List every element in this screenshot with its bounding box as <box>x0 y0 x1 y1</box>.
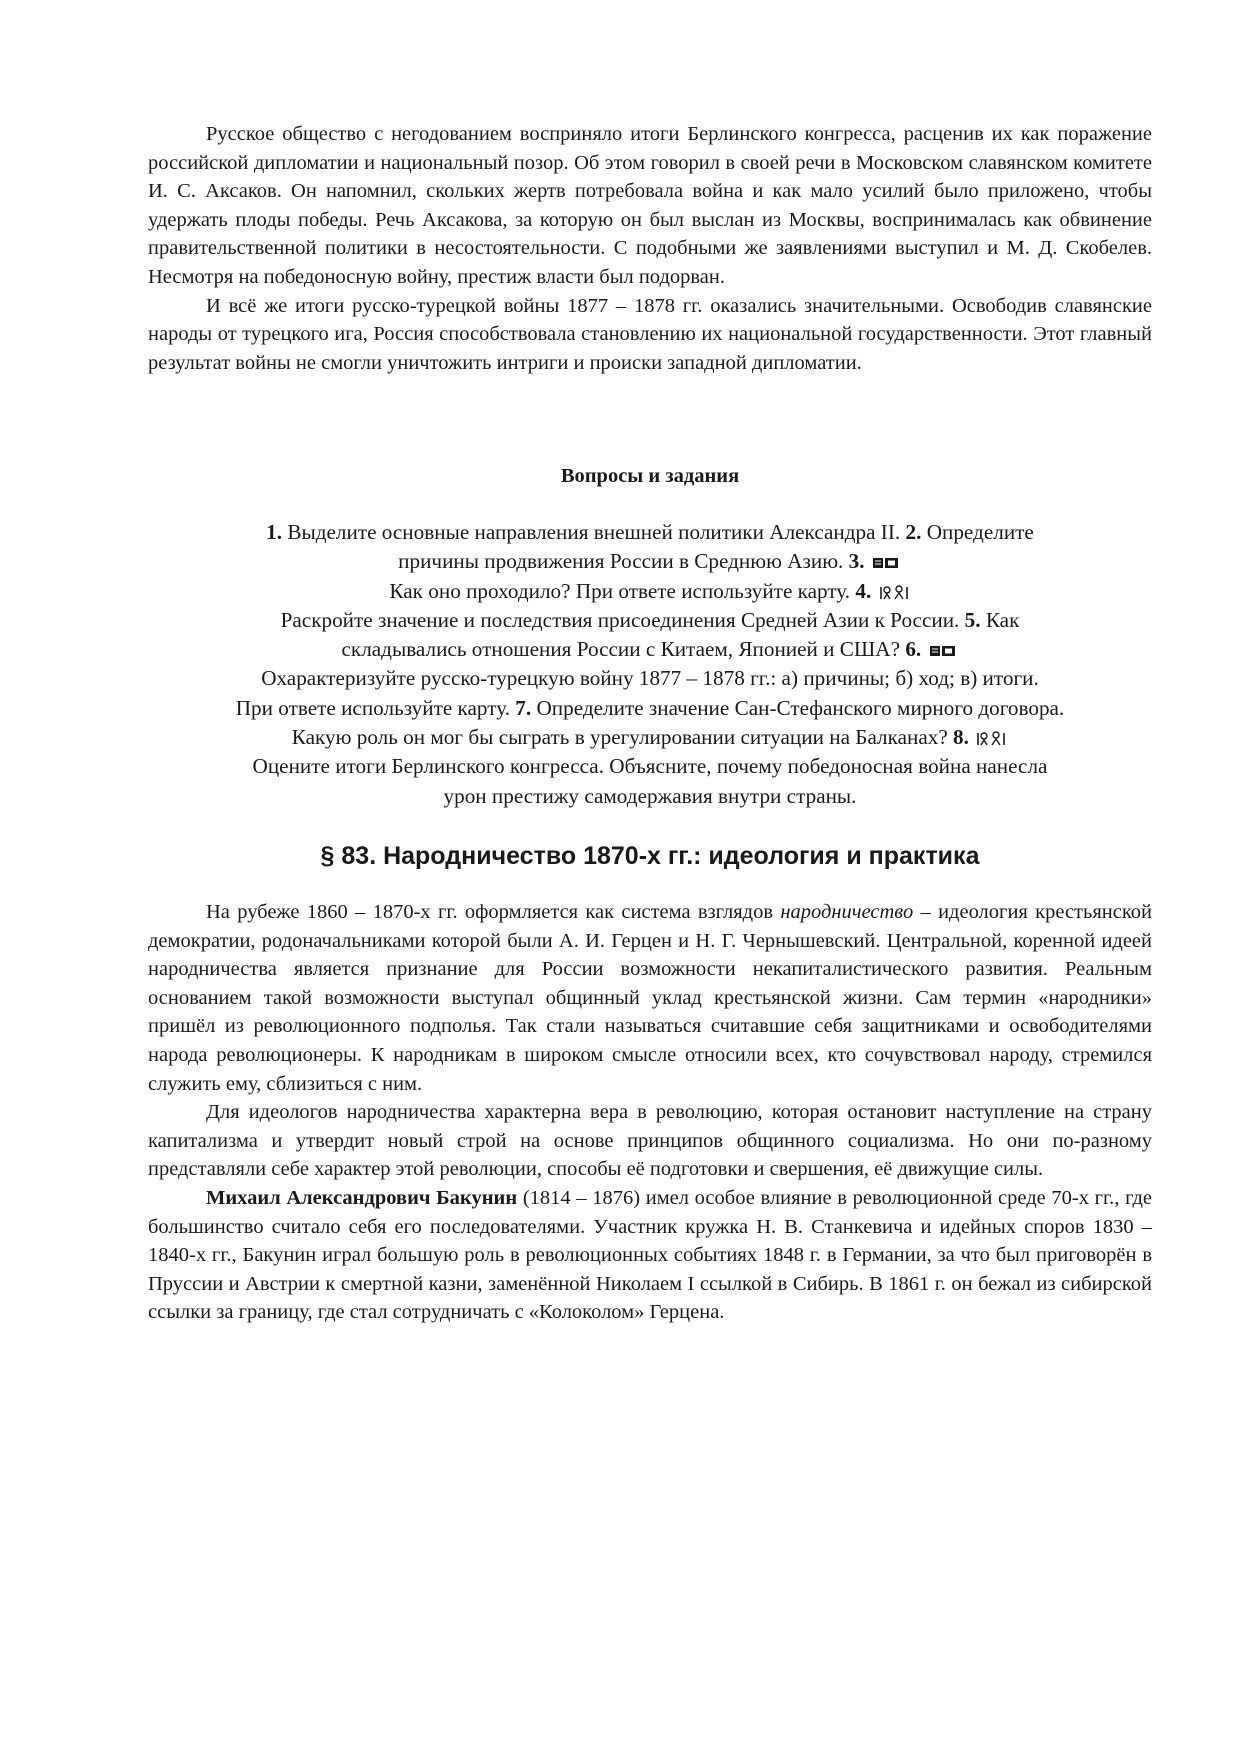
question-text: Оцените итоги Берлинского конгресса. Объясните, почему победоносная война нанесла <box>252 754 1048 779</box>
book-map-icon <box>872 556 900 570</box>
question-line <box>150 664 1150 693</box>
question-text: При ответе используйте карту. <box>235 695 510 720</box>
question-text: Определите <box>926 520 1034 544</box>
paragraph: Русское общество с негодованием восприняло итоги Берлинского конгресса, расценив их как поражение российской дипломатии и национальный позор. Об этом говорил в своей речи в Московском славянском комитете И. С. Аксаков. Он напомнил, скольких жертв потребовала война и как мало усилий было приложено, чтобы удержать плоды победы. Речь Аксакова, за которую он был выслан из Москвы, воспринималась как обвинение правительственной политики в несостоятельности. С подобными же заявлениями выступил и М. Д. Скобелев. Несмотря на победоносную войну, престиж власти был подорван. <box>148 123 1152 288</box>
question-number: 3. <box>848 549 865 574</box>
question-line <box>150 723 1150 752</box>
question-text: Как <box>985 607 1020 632</box>
question-text: складывались отношения России с Китаем, Японией и США? <box>341 637 901 662</box>
question-line <box>150 577 1150 606</box>
question-number: 7. <box>515 695 532 720</box>
question-text: Выделите основные направления внешней политики Александра II. <box>287 520 901 544</box>
question-text: Определите значение Сан-Стефанского мирного договора. <box>536 695 1065 720</box>
question-line <box>150 782 1150 811</box>
section-heading: § 83. Народничество 1870-х гг.: идеология и практика <box>320 842 980 870</box>
question-line <box>150 518 1150 547</box>
question-number: 1. <box>266 520 283 544</box>
book-map-icon <box>929 644 957 658</box>
question-number: 5. <box>964 607 981 632</box>
question-number: 6. <box>905 637 922 662</box>
term: народничество <box>780 901 914 923</box>
question-number: 8. <box>953 725 969 750</box>
question-text: Раскройте значение и последствия присоединения Средней Азии к России. <box>280 607 960 632</box>
intro-section <box>148 120 1152 377</box>
question-line <box>150 606 1150 635</box>
paragraph-text: На рубеже 1860 – 1870-х гг. оформляется как система взглядов <box>206 901 774 923</box>
question-number: 2. <box>905 520 922 544</box>
person-name: Михаил Александрович Бакунин <box>206 1186 518 1209</box>
questions-list <box>150 518 1150 811</box>
question-text: Охарактеризуйте русско-турецкую войну 1877 – 1878 гг.: а) причины; б) ход; в) итоги. <box>261 666 1039 691</box>
question-text: причины продвижения России в Среднюю Азию. <box>398 549 844 574</box>
question-line <box>150 635 1150 664</box>
questions-title: Вопросы и задания <box>560 465 740 487</box>
question-number: 4. <box>855 578 872 603</box>
paragraph-text: – идеология крестьянской демократии, родоначальниками которой были А. И. Герцен и Н. Г. Чернышевский. Центральной, коренной идеей народничества является признание для России возможности некапиталистического развития. Реальным основанием такой возможности выступал общинный уклад крестьянской жизни. Сам термин «народники» пришёл из революционного подполья. Так стали называться считавшие себя защитниками и освободителями народа революционеры. К народникам в широком смысле относили всех, кто сочувствовал народу, стремился служить ему, сблизиться с ним. <box>148 901 1153 1095</box>
paragraph: Для идеологов народничества характерна вера в революцию, которая остановит наступление на страну капитализма и утвердит новый строй на основе принципов общинного социализма. Но они по-разному представляли себе характер этой революции, способы её подготовки и свершения, её движущие силы. <box>148 1101 1152 1181</box>
paragraph <box>148 898 1152 1098</box>
main-section <box>148 898 1152 1327</box>
question-text: урон престижу самодержавия внутри страны. <box>443 783 857 808</box>
paragraph: И всё же итоги русско-турецкой войны 1877 – 1878 гг. оказались значительными. Освободив славянские народы от турецкого ига, Россия способствовала становлению их национальной государственности. Этот главный результат войны не смогли уничтожить интриги и происки западной дипломатии. <box>148 294 1152 374</box>
discussion-icon <box>976 730 1006 748</box>
question-line <box>150 752 1150 781</box>
discussion-icon <box>879 584 909 602</box>
paragraph <box>148 1184 1152 1327</box>
question-line <box>150 694 1150 723</box>
question-text: Как оно проходило? При ответе используйте карту. <box>389 578 851 603</box>
question-text: Какую роль он мог бы сыграть в урегулировании ситуации на Балканах? <box>291 725 948 750</box>
question-line <box>150 547 1150 576</box>
paragraph-text: (1814 – 1876) имел особое влияние в революционной среде 70-х гг., где большинство считало себя его последователями. Участник кружка Н. В. Станкевича и идейных споров 1830 – 1840-х гг., Бакунин играл большую роль в революционных событиях 1848 г. в Германии, за что был приговорён в Пруссии и Австрии к смертной казни, заменённой Николаем I ссылкой в Сибирь. В 1861 г. он бежал из сибирской ссылки за границу, где стал сотрудничать с «Колоколом» Герцена. <box>148 1186 1152 1324</box>
